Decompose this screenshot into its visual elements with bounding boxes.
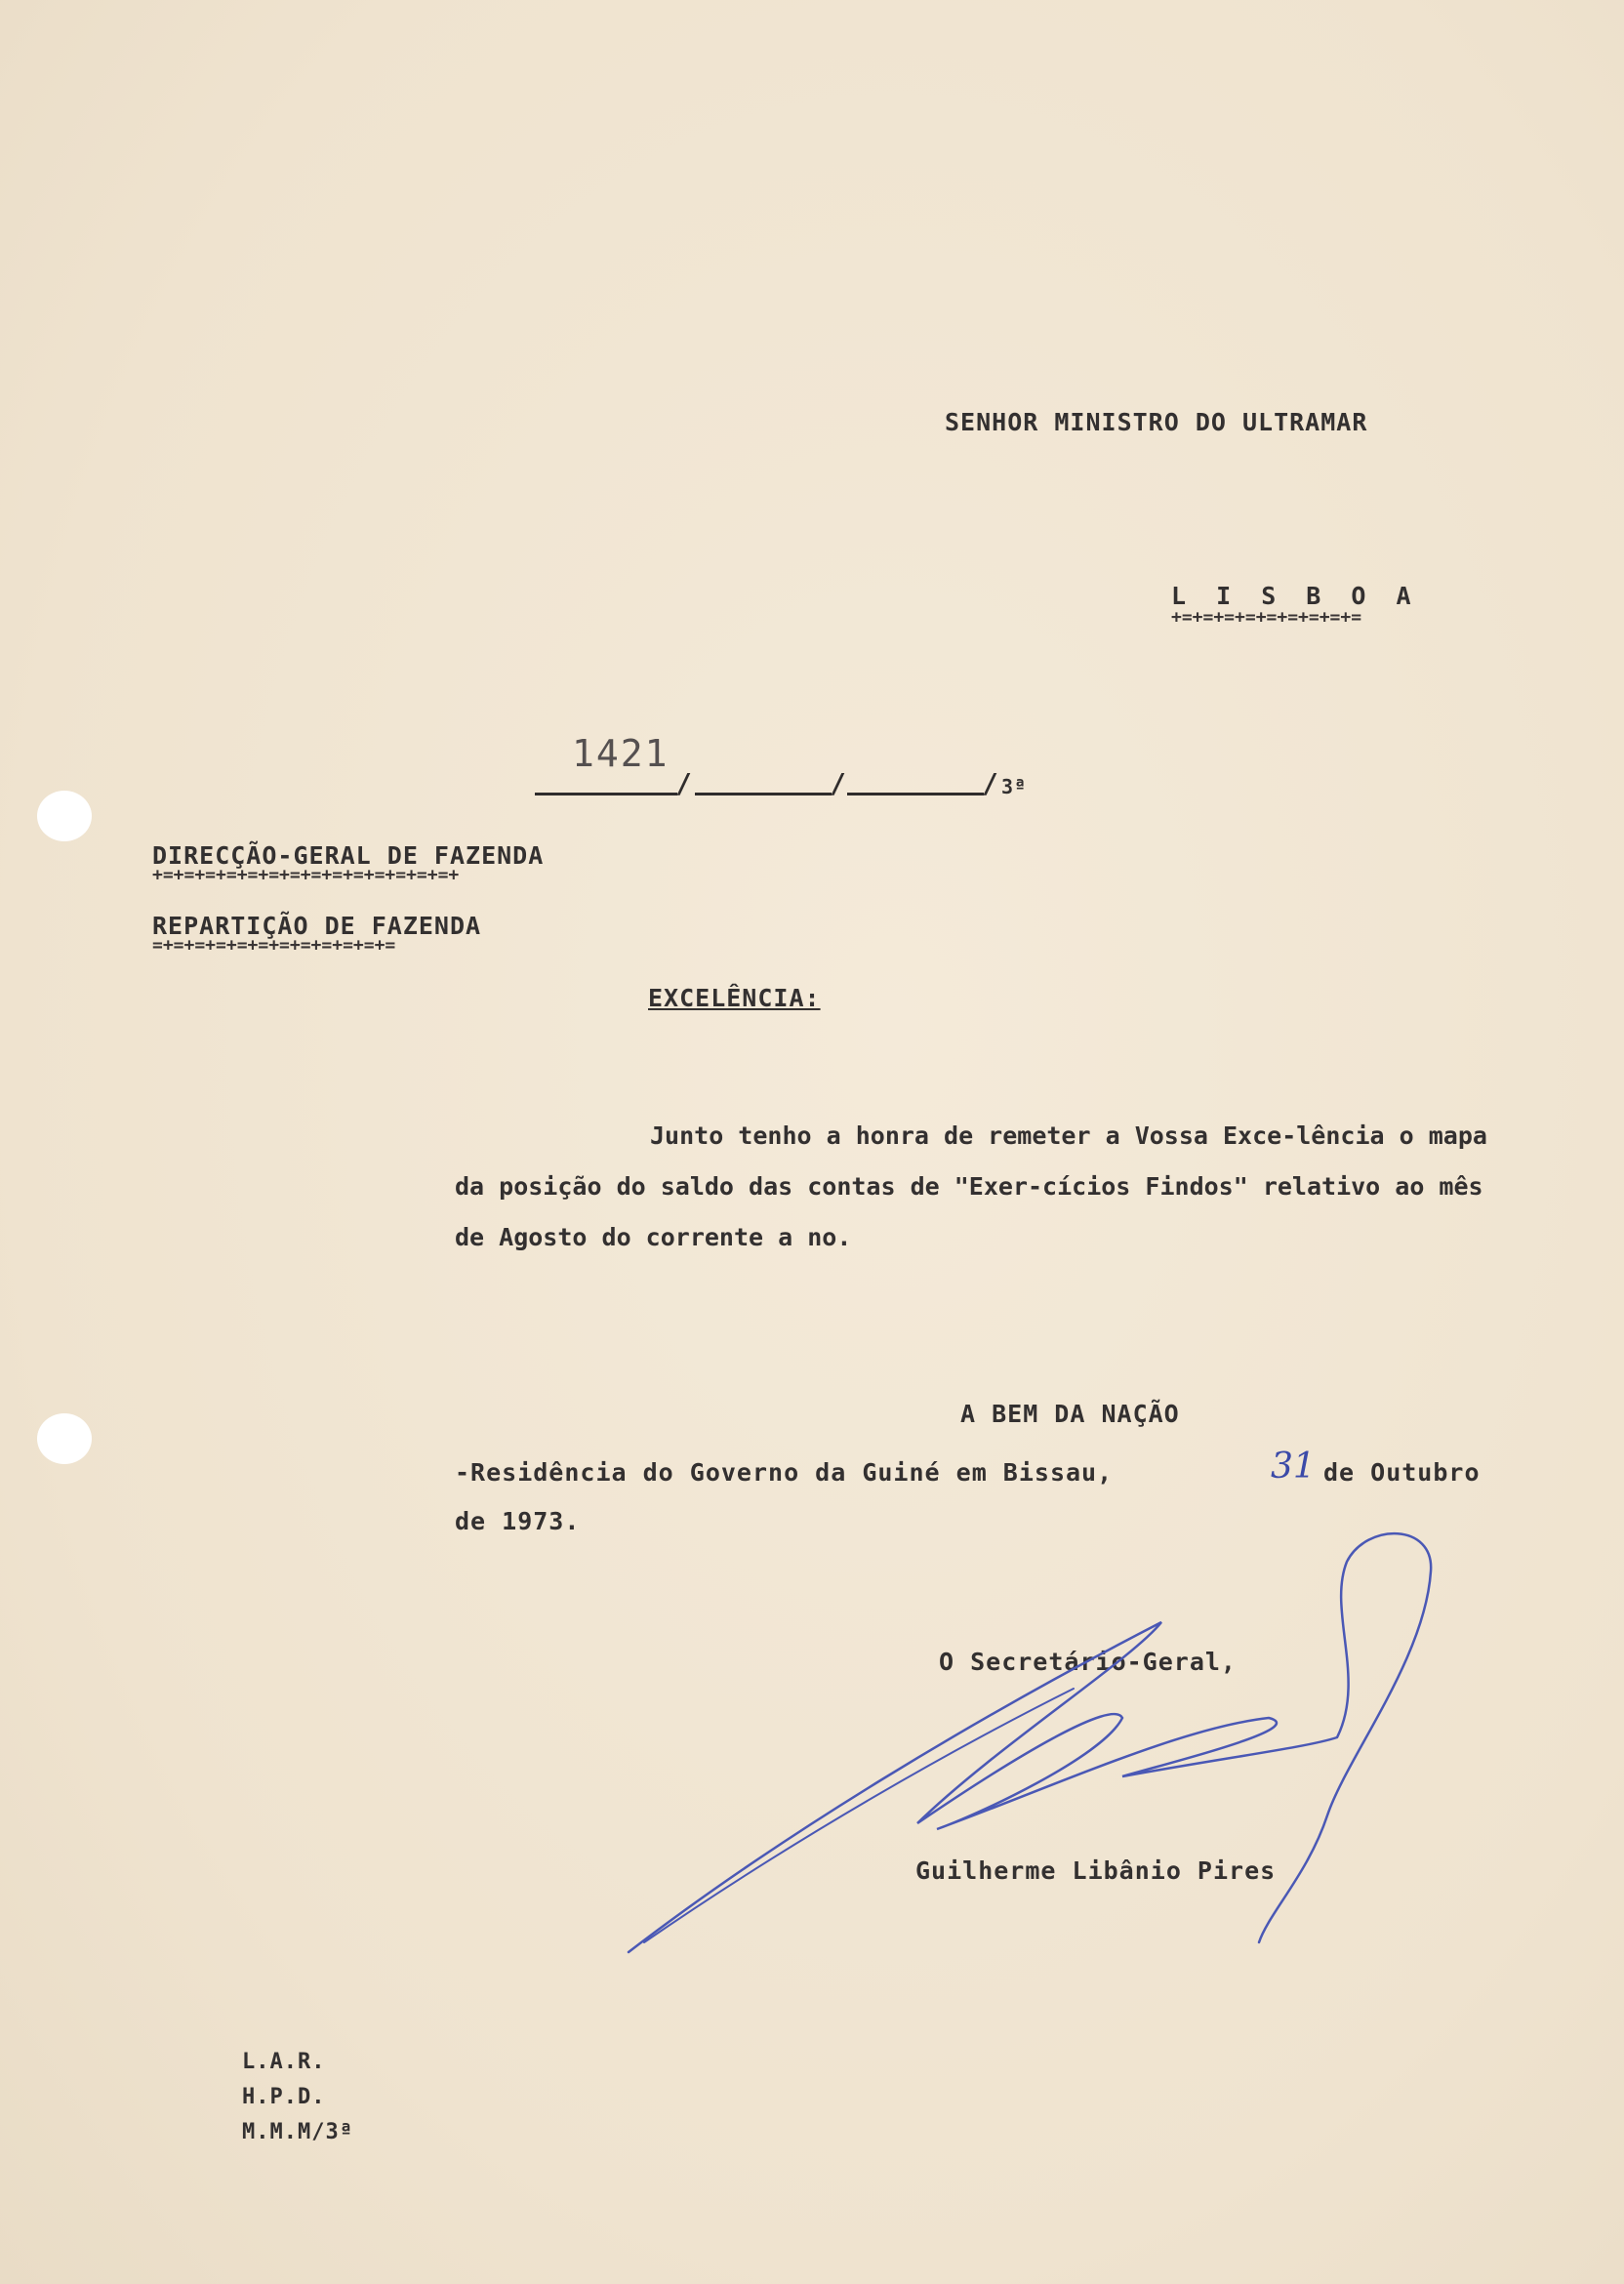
body-paragraph: Junto tenho a honra de remeter a Vossa Exce-lência o mapa da posição do saldo das contas de "Exer-cícios Findos" relativo ao mês de Agosto do corrente a no. bbox=[455, 1122, 1487, 1251]
reference-slash-3: / bbox=[982, 767, 998, 799]
direction-heading: DIRECÇÃO-GERAL DE FAZENDA bbox=[152, 841, 545, 870]
closing-day: 31 bbox=[1271, 1447, 1316, 1487]
reference-suffix: 3ª bbox=[1001, 775, 1028, 798]
initials-line-3: M.M.M/3ª bbox=[242, 2120, 353, 2144]
addressee-line: SENHOR MINISTRO DO ULTRAMAR bbox=[945, 408, 1368, 436]
initials-line-2: H.P.D. bbox=[242, 2085, 326, 2109]
repartition-heading: REPARTIÇÃO DE FAZENDA bbox=[152, 912, 482, 940]
repartition-underline: =+=+=+=+=+=+=+=+=+=+=+= bbox=[152, 935, 396, 956]
addressee-city: L I S B O A bbox=[1171, 582, 1419, 610]
salutation: EXCELÊNCIA: bbox=[648, 984, 821, 1012]
reference-number: 1421 bbox=[572, 732, 670, 775]
direction-underline: +=+=+=+=+=+=+=+=+=+=+=+=+=+=+ bbox=[152, 865, 460, 885]
reference-slash-1: / bbox=[675, 767, 692, 799]
reference-slash-2: / bbox=[830, 767, 846, 799]
closing-place: -Residência do Governo da Guiné em Bissau, bbox=[455, 1458, 1114, 1487]
signatory-name: Guilherme Libânio Pires bbox=[915, 1856, 1277, 1885]
closing-motto: A BEM DA NAÇÃO bbox=[960, 1400, 1180, 1428]
closing-year: de 1973. bbox=[455, 1507, 581, 1535]
signatory-title: O Secretário-Geral, bbox=[939, 1648, 1237, 1676]
addressee-city-underline: +=+=+=+=+=+=+=+=+= bbox=[1171, 607, 1362, 628]
initials-line-1: L.A.R. bbox=[242, 2050, 326, 2074]
closing-date-suffix: de Outubro bbox=[1323, 1458, 1481, 1487]
